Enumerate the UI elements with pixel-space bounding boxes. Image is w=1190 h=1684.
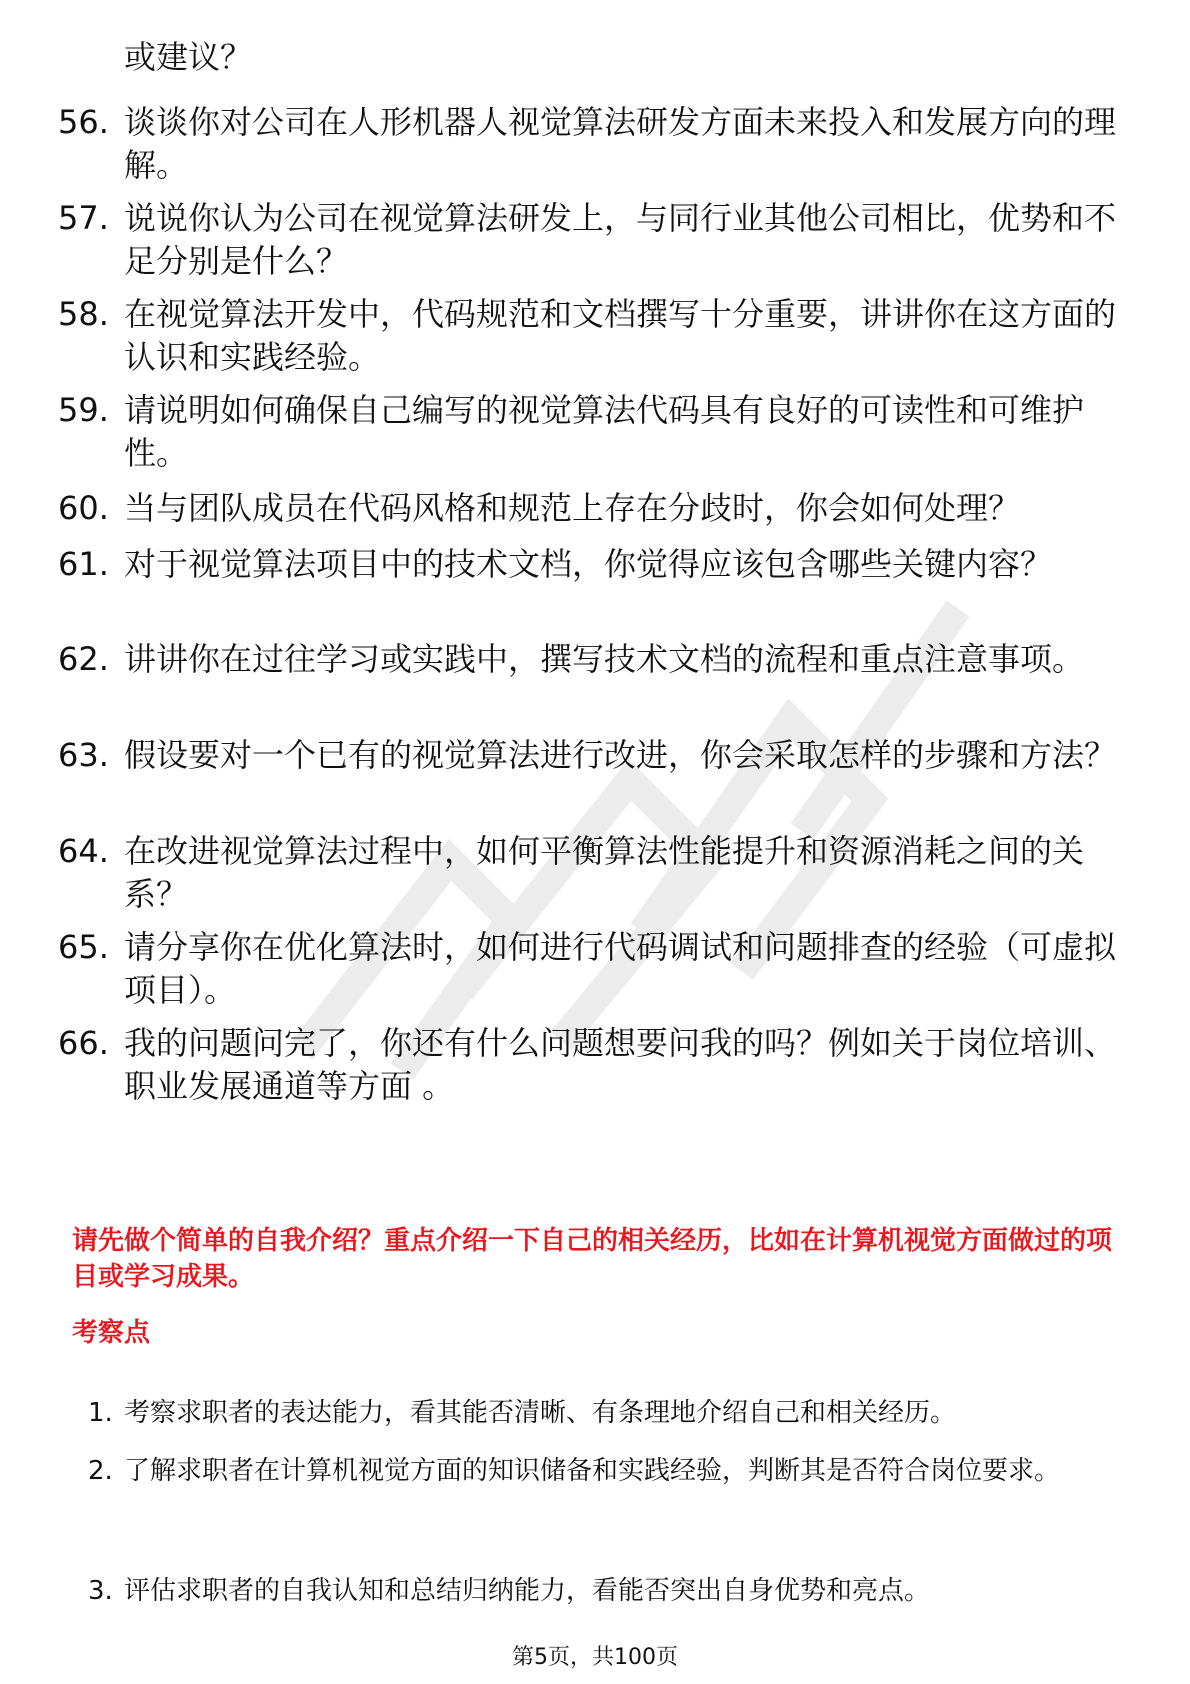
featured-question: 请先做个简单的自我介绍？重点介绍一下自己的相关经历，比如在计算机视觉方面做过的项目或学习成果。 bbox=[72, 1226, 1113, 1292]
question-text: 说说你认为公司在视觉算法研发上，与同行业其他公司相比，优势和不足分别是什么？ bbox=[124, 199, 1117, 280]
question-number: 58. bbox=[58, 295, 109, 333]
section-title: 考察点 bbox=[72, 1318, 151, 1348]
question-number: 57. bbox=[58, 199, 109, 237]
question-number: 59. bbox=[58, 391, 109, 429]
question-item bbox=[58, 734, 1128, 777]
point-item bbox=[88, 1562, 1128, 1620]
point-text: 评估求职者的自我认知和总结归纳能力，看能否突出自身优势和亮点。 bbox=[124, 1576, 931, 1606]
question-item bbox=[58, 1022, 1128, 1108]
point-text: 考察求职者的表达能力，看其能否清晰、有条理地介绍自己和相关经历。 bbox=[124, 1398, 957, 1428]
question-text: 我的问题问完了，你还有什么问题想要问我的吗？例如关于岗位培训、职业发展通道等方面 。 bbox=[124, 1024, 1117, 1105]
question-item bbox=[58, 293, 1128, 379]
question-item bbox=[58, 638, 1128, 681]
question-number: 62. bbox=[58, 640, 109, 678]
question-text: 当与团队成员在代码风格和规范上存在分歧时，你会如何处理？ bbox=[124, 489, 1021, 527]
point-item bbox=[88, 1384, 1128, 1442]
question-text: 对于视觉算法项目中的技术文档，你觉得应该包含哪些关键内容？ bbox=[124, 545, 1053, 583]
question-item bbox=[58, 197, 1128, 283]
question-number: 60. bbox=[58, 489, 109, 527]
question-text: 在改进视觉算法过程中，如何平衡算法性能提升和资源消耗之间的关系？ bbox=[124, 832, 1085, 913]
question-item bbox=[58, 926, 1128, 1012]
page-footer: 第5页，共100页 bbox=[512, 1645, 678, 1670]
question-number: 63. bbox=[58, 736, 109, 774]
question-item bbox=[58, 543, 1128, 586]
point-item bbox=[88, 1442, 1128, 1500]
point-number: 1. bbox=[88, 1398, 113, 1428]
point-text: 了解求职者在计算机视觉方面的知识储备和实践经验，判断其是否符合岗位要求。 bbox=[124, 1456, 1061, 1486]
continuation-text: 或建议？ bbox=[124, 38, 253, 76]
point-number: 3. bbox=[88, 1576, 113, 1606]
question-number: 66. bbox=[58, 1024, 109, 1062]
question-item bbox=[58, 830, 1128, 916]
question-text: 请说明如何确保自己编写的视觉算法代码具有良好的可读性和可维护性。 bbox=[124, 391, 1085, 472]
question-text: 假设要对一个已有的视觉算法进行改进，你会采取怎样的步骤和方法？ bbox=[124, 736, 1117, 774]
question-text: 讲讲你在过往学习或实践中，撰写技术文档的流程和重点注意事项。 bbox=[124, 640, 1085, 678]
question-number: 56. bbox=[58, 103, 109, 141]
question-item bbox=[58, 101, 1128, 187]
question-item bbox=[58, 487, 1128, 530]
question-item bbox=[58, 389, 1128, 475]
question-text: 请分享你在优化算法时，如何进行代码调试和问题排查的经验（可虚拟项目）。 bbox=[124, 928, 1117, 1009]
point-number: 2. bbox=[88, 1456, 113, 1486]
question-text: 在视觉算法开发中，代码规范和文档撰写十分重要，讲讲你在这方面的认识和实践经验。 bbox=[124, 295, 1117, 376]
question-number: 64. bbox=[58, 832, 109, 870]
question-number: 61. bbox=[58, 545, 109, 583]
question-number: 65. bbox=[58, 928, 109, 966]
question-text: 谈谈你对公司在人形机器人视觉算法研发方面未来投入和发展方向的理解。 bbox=[124, 103, 1117, 184]
